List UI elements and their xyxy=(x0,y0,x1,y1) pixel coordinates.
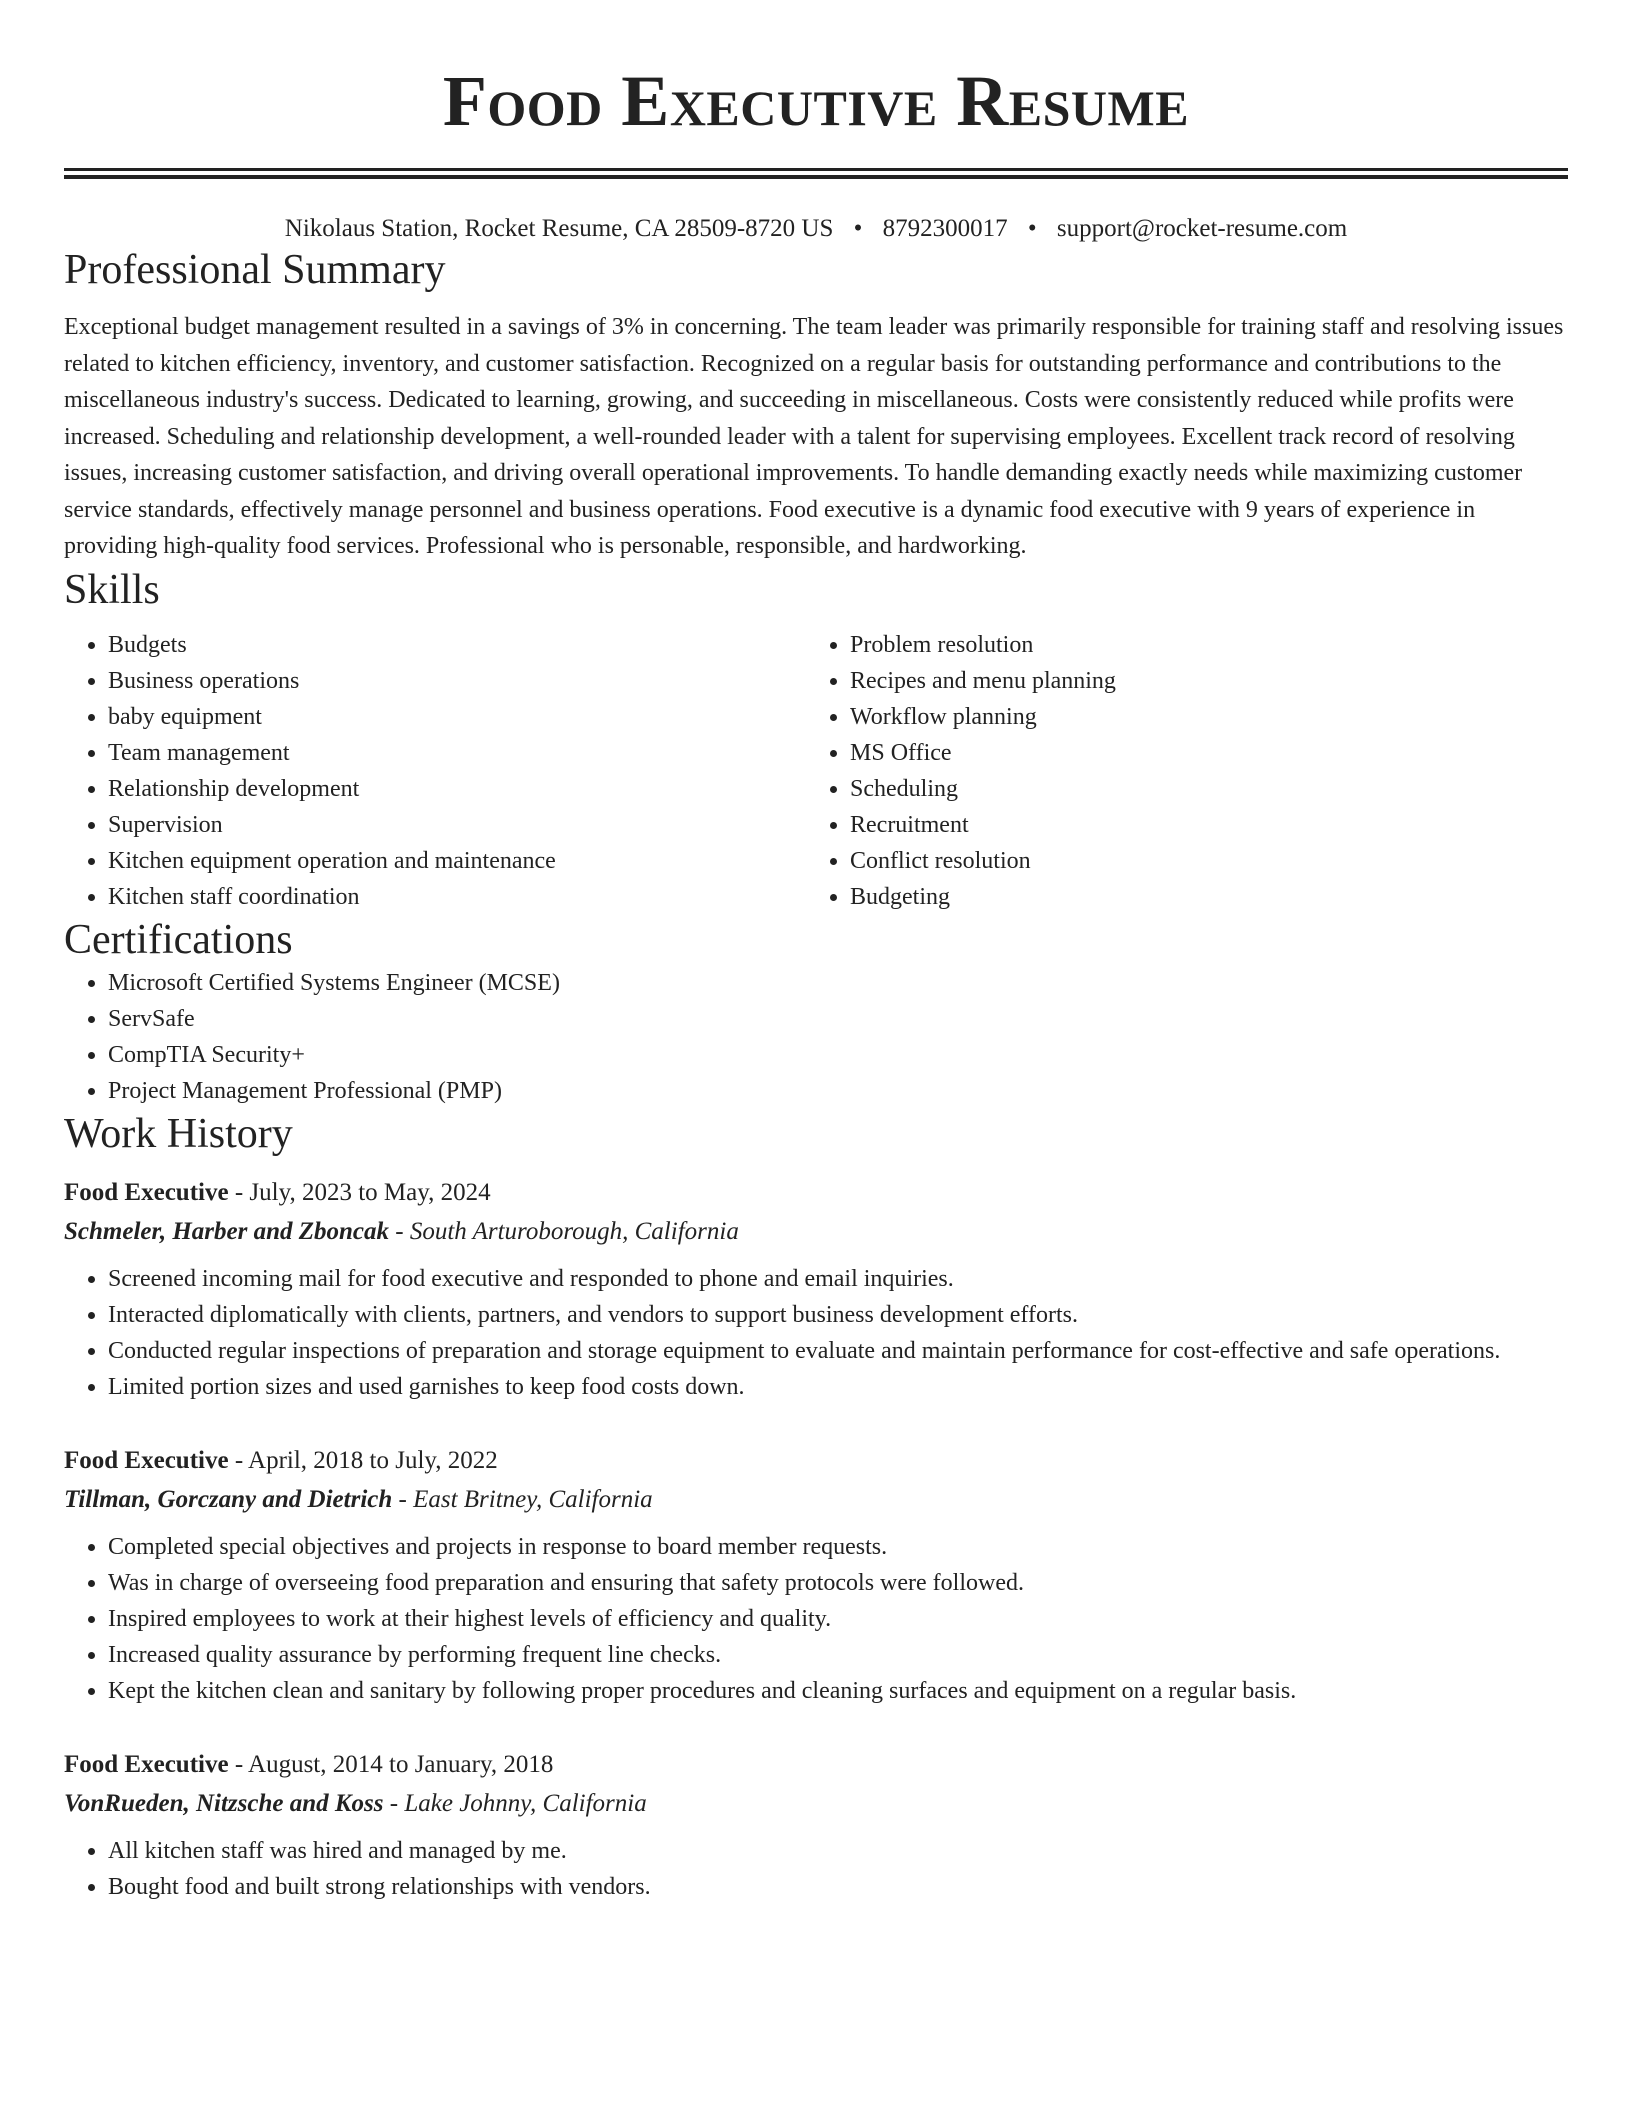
skill-item: • baby equipment xyxy=(108,699,806,735)
skill-item: • Budgeting xyxy=(850,879,1548,915)
skill-item: • Supervision xyxy=(108,807,806,843)
job-title-line xyxy=(64,1745,1568,1785)
company-location: - Lake Johnny, California xyxy=(383,1789,647,1817)
contact-separator: • xyxy=(853,215,863,242)
job-duty: • Interacted diplomatically with clients, partners, and vendors to support business development efforts. xyxy=(108,1297,1568,1333)
certification-item: • Microsoft Certified Systems Engineer (MCSE) xyxy=(108,965,1568,1001)
section-heading-skills: Skills xyxy=(64,566,160,613)
skill-item: • Workflow planning xyxy=(850,699,1548,735)
job-duty: • Completed special objectives and projects in response to board member requests. xyxy=(108,1529,1568,1565)
skill-item: • Kitchen staff coordination xyxy=(108,879,806,915)
job-duty: • Increased quality assurance by performing frequent line checks. xyxy=(108,1637,1568,1673)
skill-item: • Team management xyxy=(108,735,806,771)
job-duty: • Conducted regular inspections of preparation and storage equipment to evaluate and maintain performance for cost-effective and safe operations. xyxy=(108,1333,1568,1369)
skills-list-left xyxy=(64,627,806,915)
skill-item: • Recipes and menu planning xyxy=(850,663,1548,699)
job-dates: - July, 2023 to May, 2024 xyxy=(228,1178,491,1206)
skill-item: • Conflict resolution xyxy=(850,843,1548,879)
job-dates: - August, 2014 to January, 2018 xyxy=(228,1750,554,1778)
title-divider xyxy=(64,168,1568,179)
job-entry xyxy=(64,1441,1568,1709)
job-title: Food Executive xyxy=(64,1750,229,1778)
job-entry xyxy=(64,1173,1568,1405)
company-name: VonRueden, Nitzsche and Koss xyxy=(64,1789,384,1817)
contact-line xyxy=(64,213,1568,245)
skills-list-right xyxy=(806,627,1548,915)
job-title-line xyxy=(64,1441,1568,1481)
skill-item: • Kitchen equipment operation and maintenance xyxy=(108,843,806,879)
job-title: Food Executive xyxy=(64,1446,229,1474)
skills-columns xyxy=(64,627,1568,915)
company-name: Schmeler, Harber and Zboncak xyxy=(64,1217,390,1245)
skill-item: • MS Office xyxy=(850,735,1548,771)
section-heading-certifications: Certifications xyxy=(64,916,293,963)
certification-item: • CompTIA Security+ xyxy=(108,1037,1568,1073)
certifications-list xyxy=(64,965,1568,1109)
certification-item: • ServSafe xyxy=(108,1001,1568,1037)
job-duties-list xyxy=(64,1833,1568,1905)
skill-item: • Recruitment xyxy=(850,807,1548,843)
job-title: Food Executive xyxy=(64,1178,229,1206)
job-duties-list xyxy=(64,1529,1568,1709)
contact-address: Nikolaus Station, Rocket Resume, CA 28509-8720 US xyxy=(284,215,834,242)
section-heading-work-history: Work History xyxy=(64,1110,293,1157)
section-heading-summary: Professional Summary xyxy=(64,247,446,293)
company-location: - South Arturoborough, California xyxy=(389,1217,739,1245)
job-duty: • Screened incoming mail for food executive and responded to phone and email inquiries. xyxy=(108,1261,1568,1297)
contact-separator: • xyxy=(1027,215,1037,242)
skill-item: • Budgets xyxy=(108,627,806,663)
job-duty: • Was in charge of overseeing food preparation and ensuring that safety protocols were followed. xyxy=(108,1565,1568,1601)
contact-phone: 8792300017 xyxy=(882,215,1008,242)
job-duty: • Kept the kitchen clean and sanitary by following proper procedures and cleaning surfaces and equipment on a regular basis. xyxy=(108,1673,1568,1709)
job-duties-list xyxy=(64,1261,1568,1405)
company-line xyxy=(64,1481,1568,1519)
certification-item: • Project Management Professional (PMP) xyxy=(108,1073,1568,1109)
company-line xyxy=(64,1785,1568,1823)
skill-item: • Scheduling xyxy=(850,771,1548,807)
company-location: - East Britney, California xyxy=(392,1485,653,1513)
job-duty: • Limited portion sizes and used garnishes to keep food costs down. xyxy=(108,1369,1568,1405)
job-duty: • Bought food and built strong relationships with vendors. xyxy=(108,1869,1568,1905)
contact-email: support@rocket-resume.com xyxy=(1056,215,1348,242)
job-title-line xyxy=(64,1173,1568,1213)
skill-item: • Relationship development xyxy=(108,771,806,807)
document-title: Food Executive Resume xyxy=(442,61,1190,141)
job-entry xyxy=(64,1745,1568,1905)
skill-item: • Business operations xyxy=(108,663,806,699)
skill-item: • Problem resolution xyxy=(850,627,1548,663)
job-duty: • Inspired employees to work at their highest levels of efficiency and quality. xyxy=(108,1601,1568,1637)
job-duty: • All kitchen staff was hired and managed by me. xyxy=(108,1833,1568,1869)
company-line xyxy=(64,1213,1568,1251)
job-dates: - April, 2018 to July, 2022 xyxy=(228,1446,498,1474)
company-name: Tillman, Gorczany and Dietrich xyxy=(64,1485,393,1513)
summary-paragraph: Exceptional budget management resulted in a savings of 3% in concerning. The team leader was primarily responsible for training staff and resolving issues related to kitchen efficiency, inventory, and customer satisfaction. Recognized on a regular basis for outstanding performance and contributions to the miscellaneous industry's success. Dedicated to learning, growing, and succeeding in miscellaneous. Costs were consistently reduced while profits were increased. Scheduling and relationship development, a well-rounded leader with a talent for supervising employees. Excellent track record of resolving issues, increasing customer satisfaction, and driving overall operational improvements. To handle demanding exactly needs while maximizing customer service standards, effectively manage personnel and business operations. Food executive is a dynamic food executive with 9 years of experience in providing high-quality food services. Professional who is personable, responsible, and hardworking. xyxy=(64,314,1564,559)
